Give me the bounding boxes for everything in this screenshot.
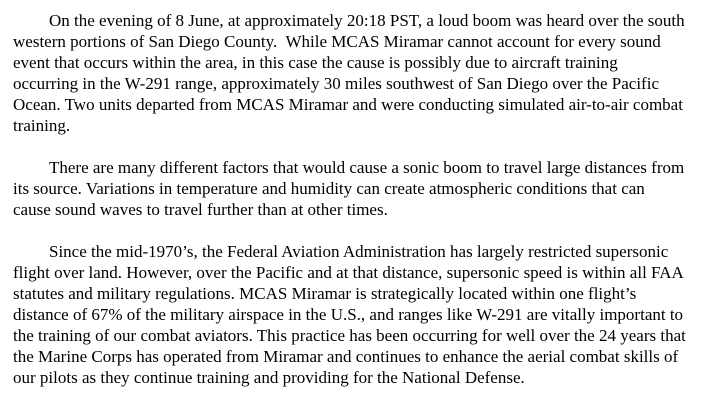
paragraph-faa-regulations: Since the mid-1970’s, the Federal Aviation Administration has largely restricted supersonic flight over land. However, over the Pacific and at that distance, supersonic speed is within all FAA statutes and military regulations. MCAS Miramar is strategically located within one flight’s distance of 67% of the military airspace in the U.S., and ranges like W-291 are vitally important to the training of our combat aviators. This practice has been occurring for well over the 24 years that the Marine Corps has operated from Miramar and continues to enhance the aerial combat skills of our pilots as they continue training and providing for the National Defense. (13, 242, 691, 387)
paragraph-sonic-boom-factors: There are many different factors that would cause a sonic boom to travel large distances from its source. Variations in temperature and humidity can create atmospheric conditions that can cause sound waves to travel further than at other times. (13, 158, 689, 219)
paragraph-sonic-boom-report: On the evening of 8 June, at approximately 20:18 PST, a loud boom was heard over the south western portions of San Diego County. While MCAS Miramar cannot account for every sound event that occurs within the area, in this case the cause is possibly due to aircraft training occurring in the W-291 range, approximately 30 miles southwest of San Diego over the Pacific Ocean. Two units departed from MCAS Miramar and were conducting simulated air-to-air combat training. (13, 11, 689, 135)
